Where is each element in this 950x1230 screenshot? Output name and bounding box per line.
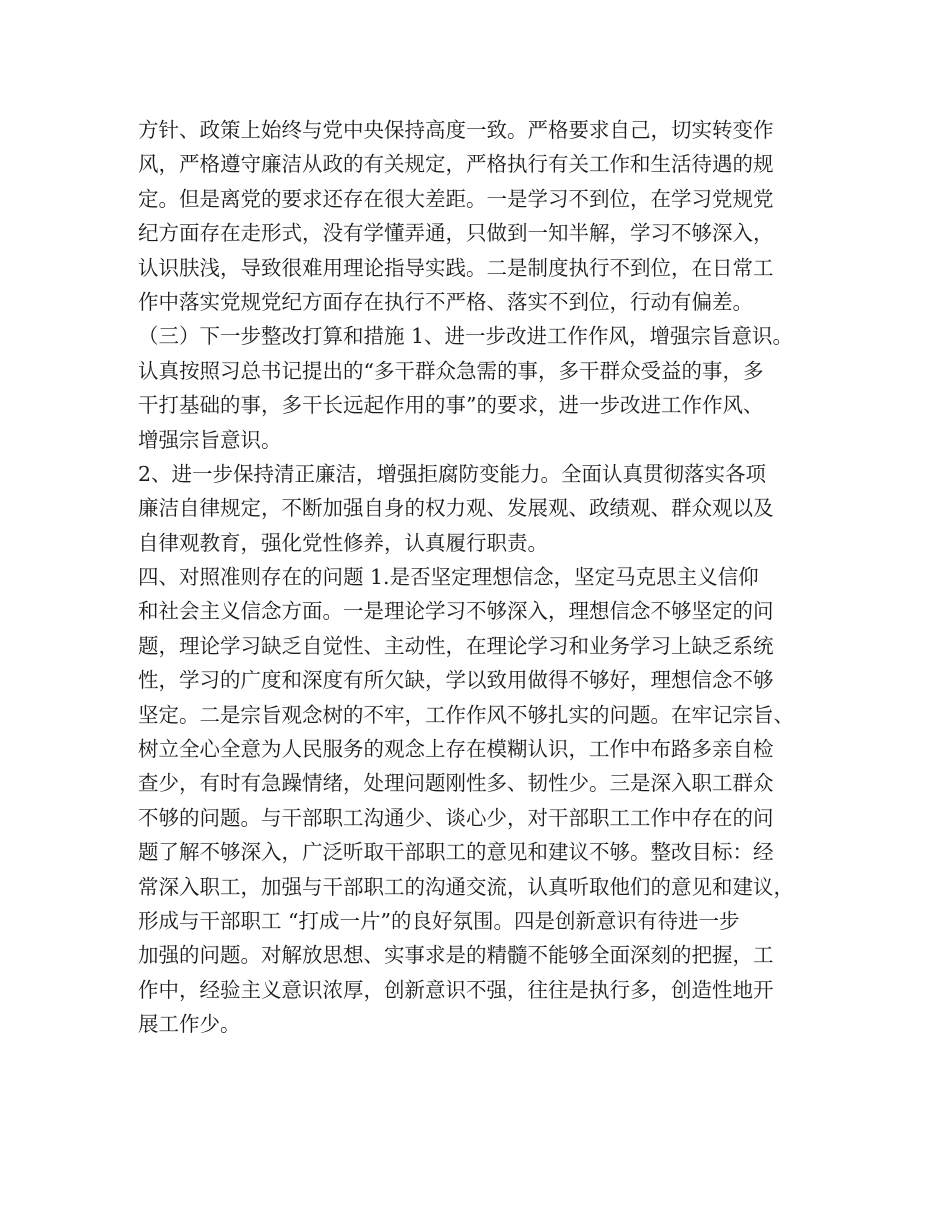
text-line: 2、进一步保持清正廉洁，增强拒腐防变能力。全面认真贯彻落实各项 bbox=[138, 461, 767, 486]
text-line: 纪方面存在走形式，没有学懂弄通，只做到一知半解，学习不够深入， bbox=[138, 221, 774, 246]
text-line: 干打基础的事，多干长远起作用的事”的要求，进一步改进工作作风、 bbox=[138, 393, 764, 418]
text-line: 风，严格遵守廉洁从政的有关规定，严格执行有关工作和生活待遇的规 bbox=[138, 152, 774, 177]
text-line: 和社会主义信念方面。一是理论学习不够深入，理想信念不够坚定的问 bbox=[138, 599, 774, 624]
text-line: 认真按照习总书记提出的“多干群众急需的事，多干群众受益的事，多 bbox=[138, 358, 764, 383]
text-line: 性，学习的广度和深度有所欠缺，学以致用做得不够好，理想信念不够 bbox=[138, 668, 774, 693]
text-line: 方针、政策上始终与党中央保持高度一致。严格要求自己，切实转变作 bbox=[138, 118, 774, 142]
text-line: 认识肤浅，导致很难用理论指导实践。二是制度执行不到位，在日常工 bbox=[138, 255, 774, 280]
section-heading-line: 四、对照准则存在的问题 1.是否坚定理想信念，坚定马克思主义信仰 bbox=[138, 565, 759, 590]
text-line: 定。但是离党的要求还存在很大差距。一是学习不到位，在学习党规党 bbox=[138, 186, 774, 211]
text-line: 坚定。二是宗旨观念树的不牢，工作作风不够扎实的问题。在牢记宗旨、 bbox=[138, 702, 794, 727]
text-line: 常深入职工，加强与干部职工的沟通交流，认真听取他们的意见和建议， bbox=[138, 874, 794, 899]
section-heading-line: （三）下一步整改打算和措施 1、进一步改进工作作风，增强宗旨意识。 bbox=[138, 324, 794, 349]
document-body bbox=[138, 113, 828, 1042]
text-line: 增强宗旨意识。 bbox=[138, 427, 282, 452]
text-line: 自律观教育，强化党性修养，认真履行职责。 bbox=[138, 530, 548, 555]
text-line: 不够的问题。与干部职工沟通少、谈心少，对干部职工工作中存在的问 bbox=[138, 805, 774, 830]
text-line: 题了解不够深入，广泛听取干部职工的意见和建议不够。整改目标：经 bbox=[138, 840, 774, 865]
text-line: 廉洁自律规定，不断加强自身的权力观、发展观、政绩观、群众观以及 bbox=[138, 496, 774, 521]
text-line: 形成与干部职工 “打成一片”的良好氛围。四是创新意识有待进一步 bbox=[138, 908, 740, 933]
text-line: 查少，有时有急躁情绪，处理问题刚性多、韧性少。三是深入职工群众 bbox=[138, 771, 774, 796]
text-line: 题，理论学习缺乏自觉性、主动性，在理论学习和业务学习上缺乏系统 bbox=[138, 633, 774, 658]
text-line: 作中，经验主义意识浓厚，创新意识不强，往往是执行多，创造性地开 bbox=[138, 977, 774, 1002]
text-line: 加强的问题。对解放思想、实事求是的精髓不能够全面深刻的把握，工 bbox=[138, 943, 774, 968]
text-line: 树立全心全意为人民服务的观念上存在模糊认识，工作中布路多亲自检 bbox=[138, 737, 774, 762]
text-line: 展工作少。 bbox=[138, 1012, 241, 1037]
text-line: 作中落实党规党纪方面存在执行不严格、落实不到位，行动有偏差。 bbox=[138, 289, 753, 314]
